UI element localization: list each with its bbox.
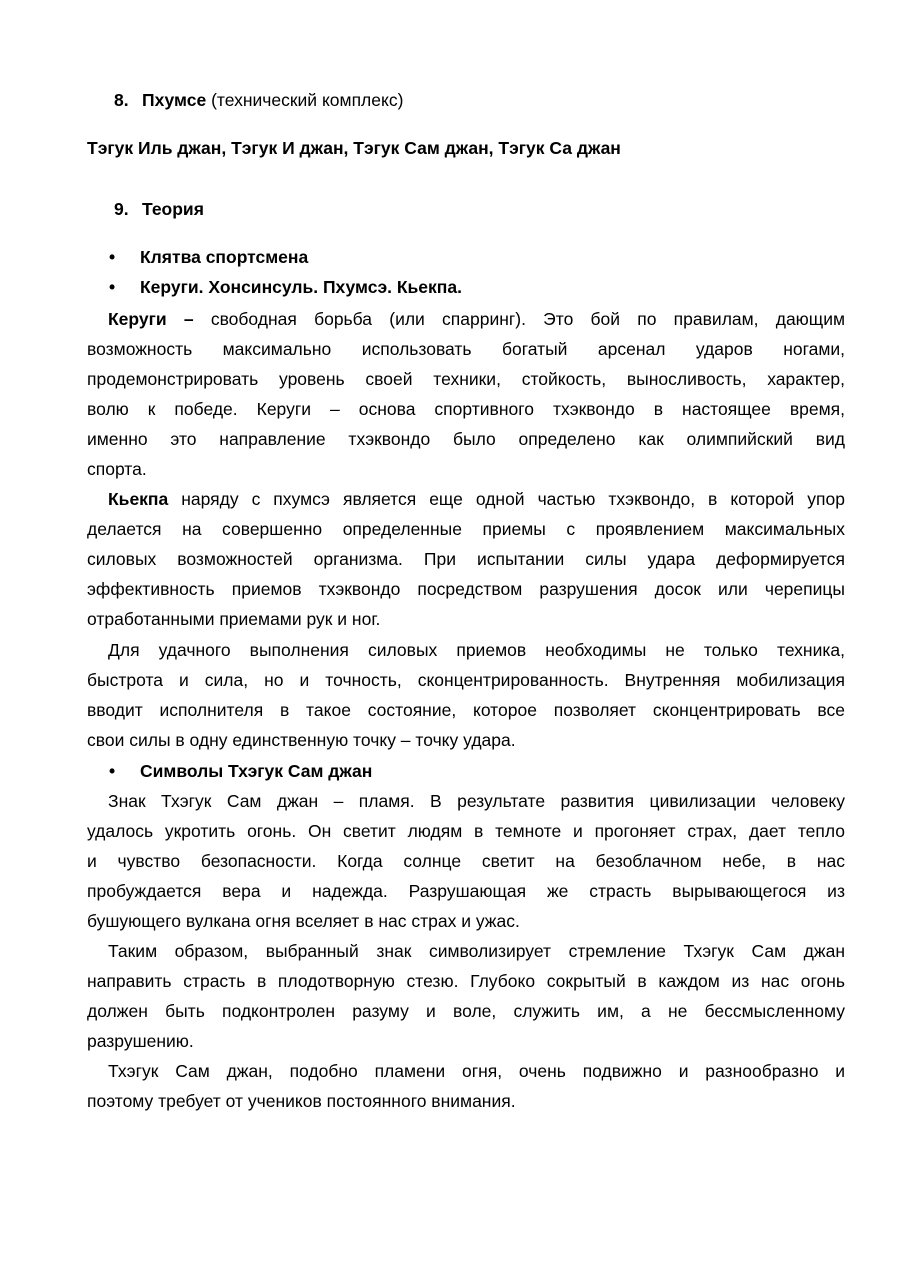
last-paragraph-line: поэтому требует от учеников постоянного внимания. bbox=[87, 1091, 516, 1111]
kerugi-line: спорта. bbox=[87, 459, 147, 479]
thus-paragraph-line: направить страсть в плодотворную стезю. Глубоко сокрытый в каждом из нас огонь bbox=[87, 971, 845, 991]
thus-paragraph-line: Таким образом, выбранный знак символизирует стремление Тхэгук Сам джан bbox=[108, 941, 845, 961]
power-paragraph-line: свои силы в одну единственную точку – точку удара. bbox=[87, 730, 516, 750]
bullet-dot: • bbox=[109, 247, 116, 267]
thus-paragraph-line: разрушению. bbox=[87, 1031, 194, 1051]
kyekpa-line: делается на совершенно определенные приемы с проявлением максимальных bbox=[87, 519, 845, 539]
bullet-dot: • bbox=[109, 277, 116, 297]
kerugi-line: возможность максимально использовать богатый арсенал ударов ногами, bbox=[87, 339, 845, 359]
power-paragraph-line: Для удачного выполнения силовых приемов необходимы не только техника, bbox=[108, 640, 845, 660]
kyekpa-term: Кьекпа bbox=[108, 489, 169, 509]
section-9-title: Теория bbox=[142, 199, 204, 219]
sign-paragraph-line: Знак Тхэгук Сам джан – пламя. В результате развития цивилизации человеку bbox=[108, 791, 845, 811]
bullet-text: Клятва спортсмена bbox=[140, 247, 309, 267]
last-paragraph-line: Тхэгук Сам джан, подобно пламени огня, очень подвижно и разнообразно и bbox=[108, 1061, 845, 1081]
section-8-number: 8. bbox=[114, 90, 129, 110]
sign-paragraph-line: удалось укротить огонь. Он светит людям в темноте и прогоняет страх, дает тепло bbox=[87, 821, 845, 841]
forms-line: Тэгук Иль джан, Тэгук И джан, Тэгук Сам джан, Тэгук Са джан bbox=[87, 138, 621, 158]
sign-paragraph-line: пробуждается вера и надежда. Разрушающая же страсть вырывающегося из bbox=[87, 881, 845, 901]
section-9-number: 9. bbox=[114, 199, 129, 219]
kerugi-line: именно это направление тхэквондо было определено как олимпийский вид bbox=[87, 429, 845, 449]
sign-paragraph-line: и чувство безопасности. Когда солнце светит на безоблачном небе, в нас bbox=[87, 851, 845, 871]
kyekpa-line: эффективность приемов тхэквондо посредством разрушения досок или черепицы bbox=[87, 579, 845, 599]
kyekpa-line: отработанными приемами рук и ног. bbox=[87, 609, 381, 629]
power-paragraph-line: вводит исполнителя в такое состояние, которое позволяет сконцентрировать все bbox=[87, 700, 845, 720]
bullet-text: Керуги. Хонсинсуль. Пхумсэ. Кьекпа. bbox=[140, 277, 462, 297]
bullet-text: Символы Тхэгук Сам джан bbox=[140, 761, 373, 781]
section-8-title: Пхумсе bbox=[142, 90, 207, 110]
section-8-note: (технический комплекс) bbox=[211, 90, 404, 110]
sign-paragraph-line: бушующего вулкана огня вселяет в нас страх и ужас. bbox=[87, 911, 520, 931]
kyekpa-line: силовых возможностей организма. При испытании силы удара деформируется bbox=[87, 549, 845, 569]
power-paragraph-line: быстрота и сила, но и точность, сконцентрированность. Внутренняя мобилизация bbox=[87, 670, 845, 690]
kerugi-line: продемонстрировать уровень своей техники, стойкость, выносливость, характер, bbox=[87, 369, 845, 389]
kerugi-line: волю к победе. Керуги – основа спортивного тхэквондо в настоящее время, bbox=[87, 399, 845, 419]
kerugi-line: Керуги – свободная борьба (или спарринг). Это бой по правилам, дающим bbox=[108, 309, 846, 329]
kyekpa-line: Кьекпа наряду с пхумсэ является еще одной частью тхэквондо, в которой упор bbox=[108, 489, 845, 509]
kerugi-term: Керуги – bbox=[108, 309, 194, 329]
thus-paragraph-line: должен быть подконтролен разуму и воле, служить им, а не бессмысленному bbox=[87, 1001, 845, 1021]
bullet-dot: • bbox=[109, 761, 116, 781]
